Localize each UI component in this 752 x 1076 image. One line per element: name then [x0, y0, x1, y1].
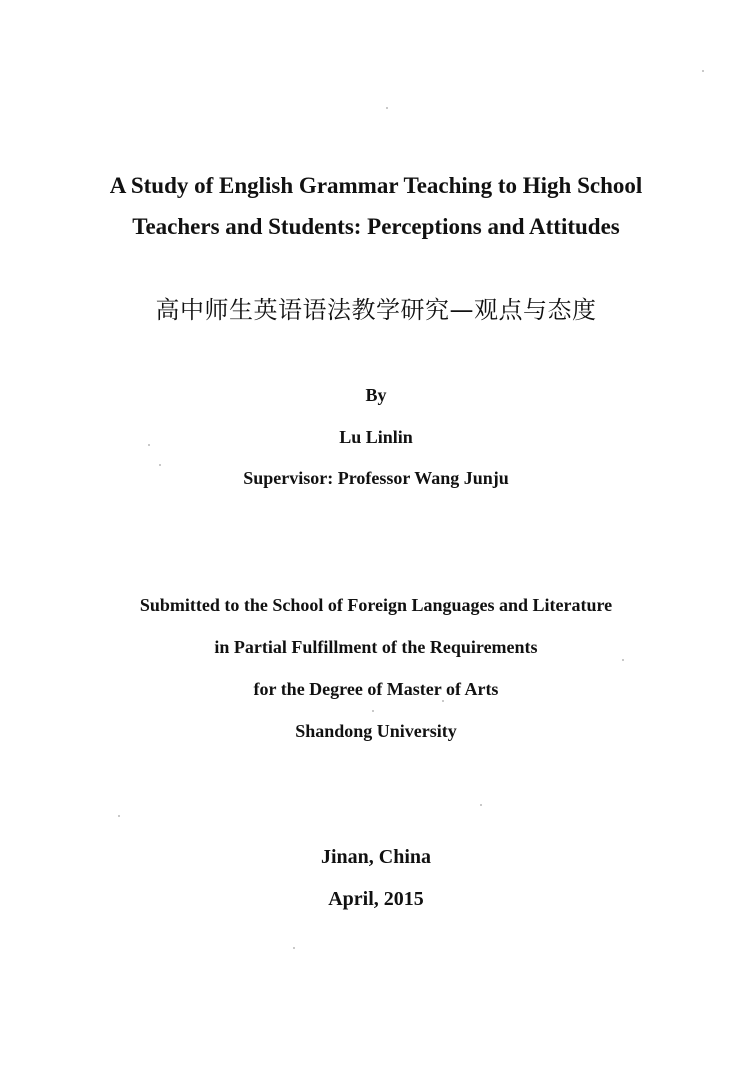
scan-speck — [159, 464, 161, 466]
scan-speck — [480, 804, 482, 806]
scan-speck — [386, 107, 388, 109]
scan-speck — [148, 444, 150, 446]
submission-line-3: for the Degree of Master of Arts — [253, 679, 499, 699]
scan-speck — [442, 700, 444, 702]
title-line-1: A Study of English Grammar Teaching to High School — [109, 173, 643, 198]
university-name: Shandong University — [295, 721, 457, 741]
scan-speck — [622, 659, 624, 661]
submission-line-1: Submitted to the School of Foreign Languages and Literature — [139, 595, 613, 615]
submission-line-2: in Partial Fulfillment of the Requirements — [214, 637, 538, 657]
scan-speck — [702, 70, 704, 72]
scan-speck — [372, 710, 374, 712]
chinese-title: 高中师生英语语法教学研究—观点与态度 — [155, 296, 597, 324]
date-line: April, 2015 — [328, 888, 424, 910]
scan-speck — [293, 947, 295, 949]
title-line-2: Teachers and Students: Perceptions and Attitudes — [132, 214, 620, 239]
author-name: Lu Linlin — [339, 427, 413, 447]
by-label: By — [365, 385, 387, 405]
supervisor-line: Supervisor: Professor Wang Junju — [243, 468, 509, 488]
place-line: Jinan, China — [320, 846, 432, 868]
scan-speck — [118, 815, 120, 817]
